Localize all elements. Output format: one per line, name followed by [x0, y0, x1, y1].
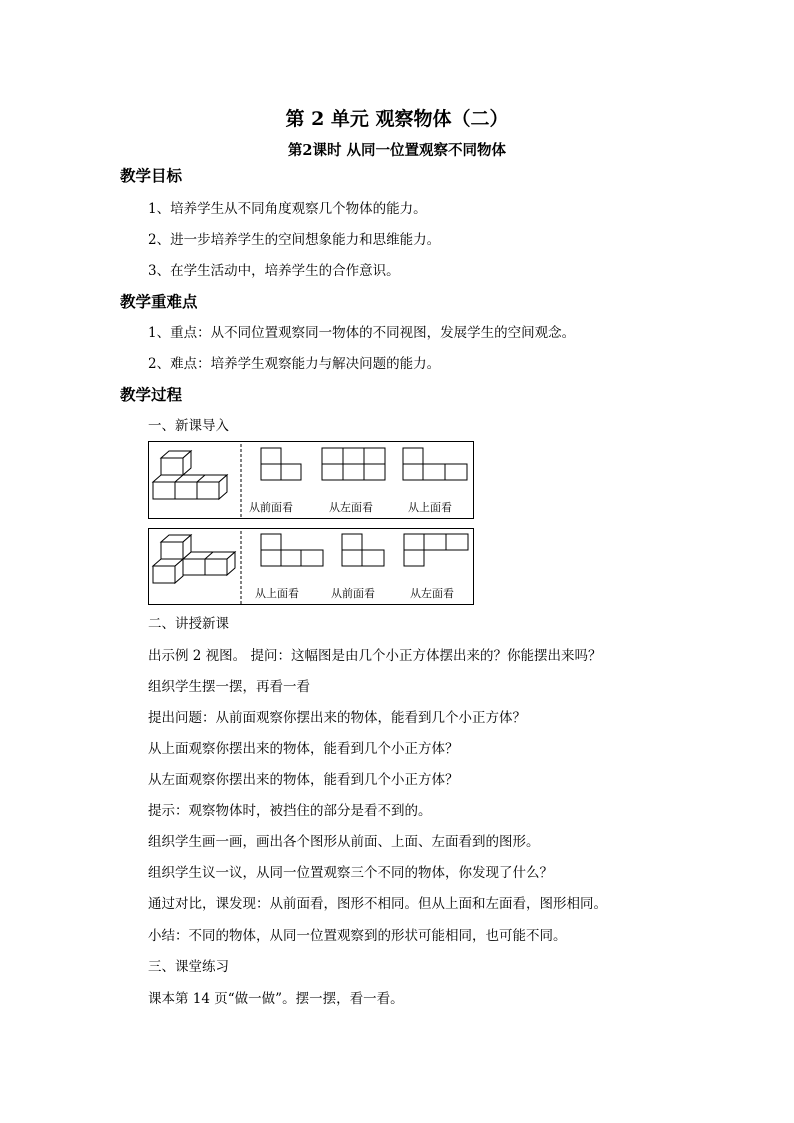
heading-process: 教学过程 — [120, 385, 183, 404]
part3-heading: 三、课堂练习 — [148, 959, 229, 975]
objective-line-1: 1、培养学生从不同角度观察几个物体的能力。 — [148, 201, 427, 217]
process-line-4: 从上面观察你摆出来的物体，能看到几个小正方体？ — [148, 741, 459, 757]
process-line-10: 小结：不同的物体，从同一位置观察到的形状可能相同，也可能不同。 — [148, 928, 567, 944]
fig2-caption-2: 从前面看 — [331, 587, 375, 600]
process-line-1: 出示例 2 视图。 提问：这幅图是由几个小正方体摆出来的？你能摆出来吗？ — [148, 648, 602, 664]
view-front-1 — [261, 448, 301, 480]
cube-cluster-2 — [153, 535, 235, 583]
process-line-3: 提出问题：从前面观察你摆出来的物体，能看到几个小正方体？ — [148, 710, 526, 726]
key-point-line-1: 1、重点：从不同位置观察同一物体的不同视图，发展学生的空间观念。 — [148, 325, 576, 341]
figure-1-drawing — [149, 442, 475, 520]
part1-heading: 一、新课导入 — [148, 418, 229, 434]
figure-1 — [148, 441, 474, 519]
heading-key-points: 教学重难点 — [120, 292, 198, 311]
process-line-8: 组织学生议一议，从同一位置观察三个不同的物体，你发现了什么？ — [148, 865, 553, 881]
process-line-7: 组织学生画一画，画出各个图形从前面、上面、左面看到的图形。 — [148, 834, 540, 850]
part2-heading: 二、讲授新课 — [148, 616, 229, 632]
process-line-2: 组织学生摆一摆，再看一看 — [148, 679, 310, 695]
fig1-caption-3: 从上面看 — [408, 501, 452, 514]
objective-line-3: 3、在学生活动中，培养学生的合作意识。 — [148, 263, 400, 279]
view-top-2 — [261, 534, 323, 566]
page-title: 第 2 单元 观察物体（二） — [285, 108, 509, 130]
view-left-1 — [322, 448, 385, 480]
heading-objectives: 教学目标 — [120, 166, 183, 185]
fig2-caption-1: 从上面看 — [255, 587, 299, 600]
figure-2 — [148, 528, 474, 605]
process-line-5: 从左面观察你摆出来的物体，能看到几个小正方体？ — [148, 772, 459, 788]
view-top-1 — [403, 448, 467, 480]
lesson-subtitle: 第2课时 从同一位置观察不同物体 — [287, 142, 507, 159]
process-line-6: 提示：观察物体时，被挡住的部分是看不到的。 — [148, 803, 432, 819]
fig1-caption-1: 从前面看 — [249, 501, 293, 514]
process-line-9: 通过对比，课发现：从前面看，图形不相同。但从上面和左面看，图形相同。 — [148, 896, 607, 912]
fig2-caption-3: 从左面看 — [410, 587, 454, 600]
practice-line: 课本第 14 页“做一做”。摆一摆，看一看。 — [148, 991, 404, 1007]
key-point-line-2: 2、难点：培养学生观察能力与解决问题的能力。 — [148, 356, 441, 372]
objective-line-2: 2、进一步培养学生的空间想象能力和思维能力。 — [148, 232, 441, 248]
cube-cluster-1 — [153, 451, 227, 499]
figure-2-drawing — [149, 529, 475, 606]
view-left-2 — [404, 534, 468, 566]
fig1-caption-2: 从左面看 — [329, 501, 373, 514]
view-front-2 — [342, 534, 384, 566]
